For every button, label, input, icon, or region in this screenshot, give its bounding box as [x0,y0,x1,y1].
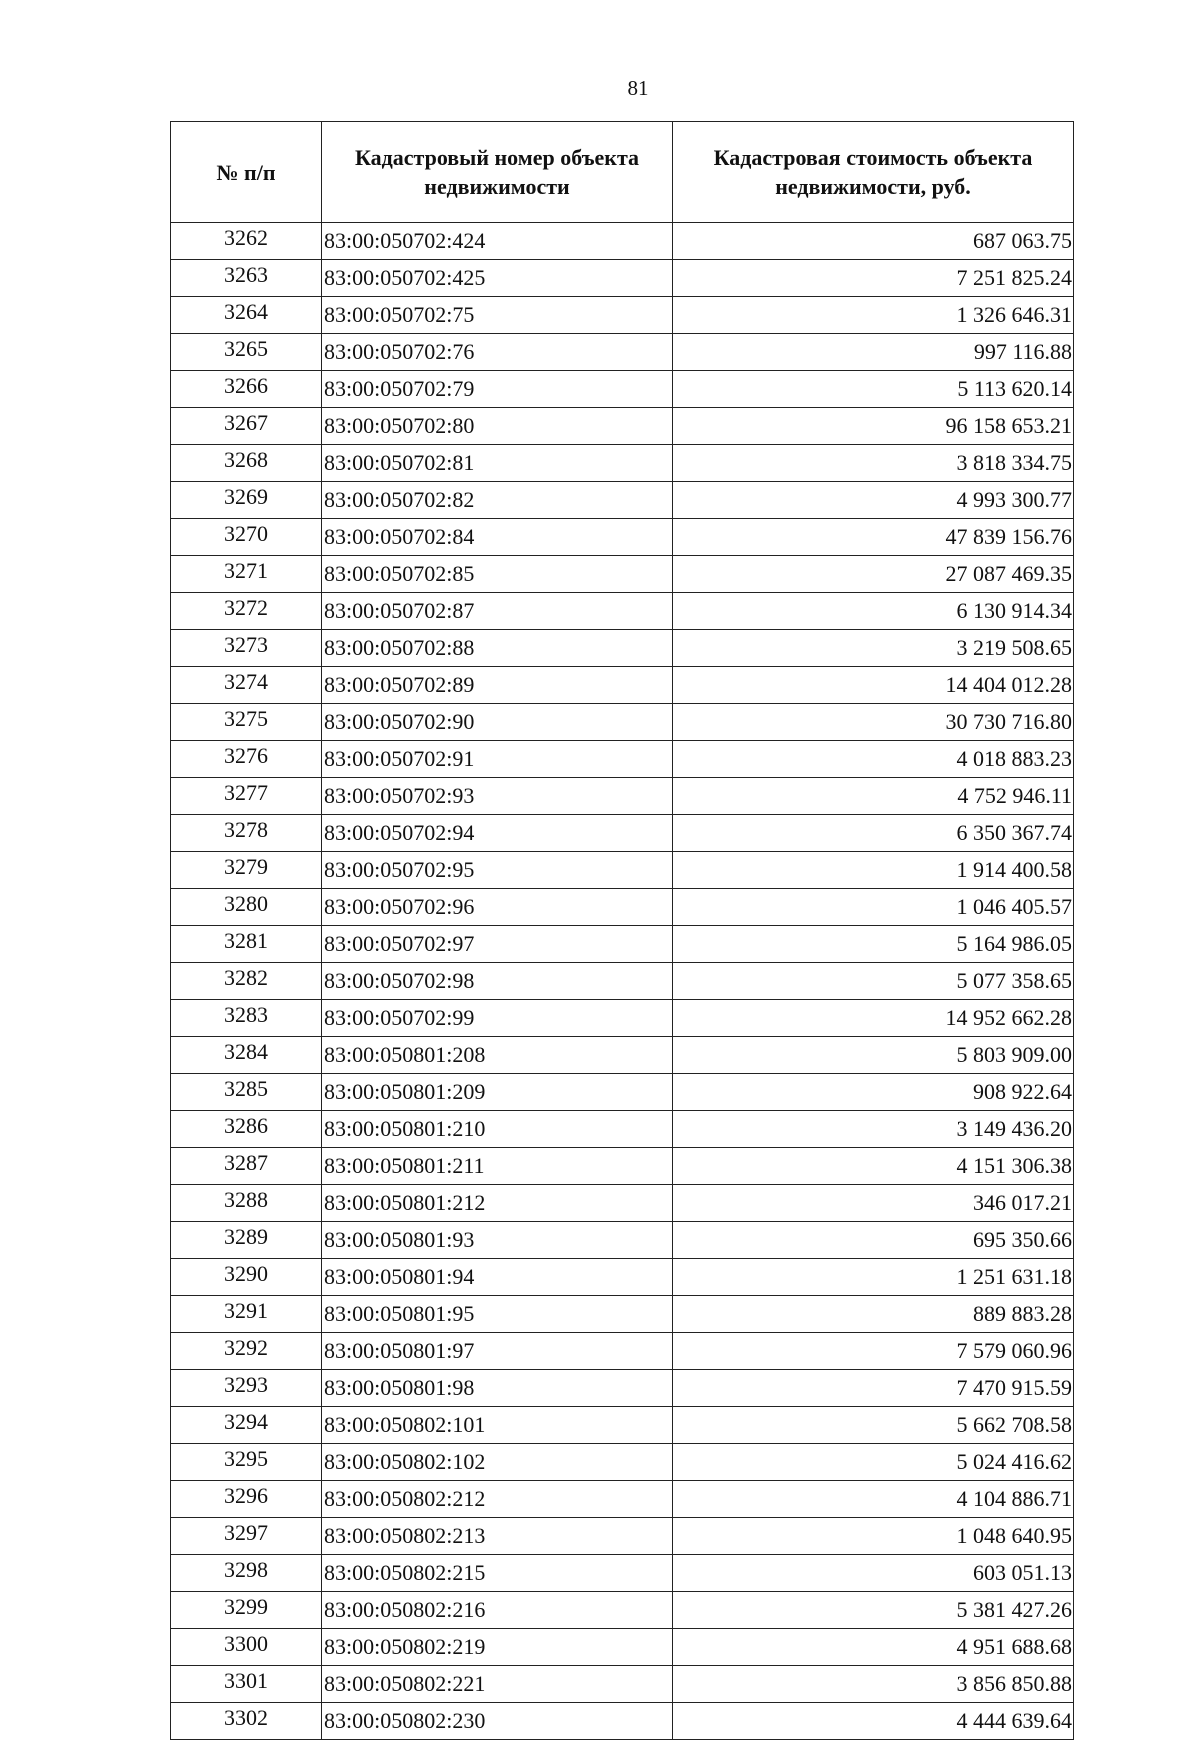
cadastral-value: 3 219 508.65 [673,630,1074,667]
cadastral-number: 83:00:050702:75 [322,297,673,334]
table-row [171,1481,1074,1518]
table-row [171,1444,1074,1481]
table-row [171,445,1074,482]
cadastral-number: 83:00:050801:94 [322,1259,673,1296]
cadastral-value: 1 326 646.31 [673,297,1074,334]
cadastral-value: 3 149 436.20 [673,1111,1074,1148]
cadastral-number: 83:00:050801:211 [322,1148,673,1185]
cadastral-number: 83:00:050801:208 [322,1037,673,1074]
cadastral-number: 83:00:050801:212 [322,1185,673,1222]
table-row [171,1333,1074,1370]
row-number: 3281 [171,926,322,963]
cadastral-value: 4 752 946.11 [673,778,1074,815]
table-row [171,778,1074,815]
row-number: 3287 [171,1148,322,1185]
cadastral-value: 346 017.21 [673,1185,1074,1222]
row-number: 3267 [171,408,322,445]
table-row [171,1592,1074,1629]
header-cadastral-number: Кадастровый номер объекта недвижимости [322,122,673,223]
row-number: 3298 [171,1555,322,1592]
table-row [171,519,1074,556]
cadastral-value: 5 381 427.26 [673,1592,1074,1629]
header-cadastral-value: Кадастровая стоимость объекта недвижимости, руб. [673,122,1074,223]
row-number: 3302 [171,1703,322,1740]
cadastral-number: 83:00:050801:209 [322,1074,673,1111]
table-row [171,1370,1074,1407]
cadastral-number: 83:00:050801:97 [322,1333,673,1370]
row-number: 3271 [171,556,322,593]
cadastral-value: 603 051.13 [673,1555,1074,1592]
cadastral-number: 83:00:050702:81 [322,445,673,482]
row-number: 3297 [171,1518,322,1555]
cadastral-number: 83:00:050702:424 [322,223,673,260]
table-row [171,1111,1074,1148]
cadastral-value: 4 104 886.71 [673,1481,1074,1518]
cadastral-value: 5 803 909.00 [673,1037,1074,1074]
header-num: № п/п [171,122,322,223]
cadastral-value: 4 151 306.38 [673,1148,1074,1185]
cadastre-table [170,121,1074,1740]
header-row [171,122,1074,223]
cadastral-number: 83:00:050802:102 [322,1444,673,1481]
cadastral-number: 83:00:050702:82 [322,482,673,519]
table-row [171,1074,1074,1111]
row-number: 3266 [171,371,322,408]
row-number: 3296 [171,1481,322,1518]
cadastral-number: 83:00:050702:98 [322,963,673,1000]
row-number: 3294 [171,1407,322,1444]
table-row [171,1703,1074,1740]
table-row [171,852,1074,889]
row-number: 3274 [171,667,322,704]
table-row [171,223,1074,260]
cadastral-number: 83:00:050702:94 [322,815,673,852]
cadastral-value: 5 113 620.14 [673,371,1074,408]
cadastral-value: 889 883.28 [673,1296,1074,1333]
table-row [171,482,1074,519]
cadastral-value: 3 818 334.75 [673,445,1074,482]
row-number: 3290 [171,1259,322,1296]
cadastral-number: 83:00:050702:99 [322,1000,673,1037]
row-number: 3278 [171,815,322,852]
cadastral-value: 4 444 639.64 [673,1703,1074,1740]
cadastral-value: 5 662 708.58 [673,1407,1074,1444]
cadastral-number: 83:00:050802:212 [322,1481,673,1518]
row-number: 3268 [171,445,322,482]
table-header [171,122,1074,223]
cadastral-number: 83:00:050702:97 [322,926,673,963]
cadastral-number: 83:00:050801:95 [322,1296,673,1333]
cadastral-value: 5 164 986.05 [673,926,1074,963]
table-row [171,1000,1074,1037]
cadastral-number: 83:00:050702:95 [322,852,673,889]
cadastral-value: 4 951 688.68 [673,1629,1074,1666]
cadastral-number: 83:00:050802:216 [322,1592,673,1629]
cadastral-value: 3 856 850.88 [673,1666,1074,1703]
table-row [171,704,1074,741]
table-row [171,297,1074,334]
row-number: 3283 [171,1000,322,1037]
table-body [171,223,1074,1740]
table-row [171,1629,1074,1666]
table-row [171,1518,1074,1555]
cadastral-number: 83:00:050702:84 [322,519,673,556]
table-row [171,667,1074,704]
row-number: 3265 [171,334,322,371]
row-number: 3293 [171,1370,322,1407]
table-row [171,1037,1074,1074]
table-row [171,926,1074,963]
row-number: 3280 [171,889,322,926]
row-number: 3263 [171,260,322,297]
cadastral-value: 1 251 631.18 [673,1259,1074,1296]
table-row [171,889,1074,926]
cadastral-value: 27 087 469.35 [673,556,1074,593]
cadastral-value: 5 024 416.62 [673,1444,1074,1481]
table-row [171,630,1074,667]
cadastral-number: 83:00:050802:215 [322,1555,673,1592]
cadastral-number: 83:00:050702:90 [322,704,673,741]
row-number: 3289 [171,1222,322,1259]
cadastral-value: 687 063.75 [673,223,1074,260]
table-row [171,371,1074,408]
row-number: 3269 [171,482,322,519]
table-row [171,556,1074,593]
cadastral-value: 14 952 662.28 [673,1000,1074,1037]
page-number: 81 [627,76,649,100]
cadastral-number: 83:00:050802:230 [322,1703,673,1740]
row-number: 3300 [171,1629,322,1666]
table-row [171,1259,1074,1296]
table-row [171,815,1074,852]
cadastral-value: 7 251 825.24 [673,260,1074,297]
table-row [171,408,1074,445]
cadastral-value: 1 048 640.95 [673,1518,1074,1555]
row-number: 3295 [171,1444,322,1481]
table-row [171,1222,1074,1259]
table-row [171,593,1074,630]
cadastral-value: 6 130 914.34 [673,593,1074,630]
row-number: 3286 [171,1111,322,1148]
cadastral-value: 1 046 405.57 [673,889,1074,926]
cadastral-number: 83:00:050702:76 [322,334,673,371]
cadastral-value: 47 839 156.76 [673,519,1074,556]
row-number: 3276 [171,741,322,778]
cadastral-number: 83:00:050702:88 [322,630,673,667]
cadastral-value: 30 730 716.80 [673,704,1074,741]
table-row [171,1555,1074,1592]
row-number: 3285 [171,1074,322,1111]
cadastral-value: 997 116.88 [673,334,1074,371]
cadastral-value: 14 404 012.28 [673,667,1074,704]
cadastral-value: 7 579 060.96 [673,1333,1074,1370]
table-row [171,1148,1074,1185]
cadastral-number: 83:00:050801:93 [322,1222,673,1259]
row-number: 3275 [171,704,322,741]
cadastral-value: 1 914 400.58 [673,852,1074,889]
row-number: 3264 [171,297,322,334]
cadastral-value: 908 922.64 [673,1074,1074,1111]
cadastral-number: 83:00:050702:79 [322,371,673,408]
table-row [171,1407,1074,1444]
table-row [171,963,1074,1000]
cadastral-number: 83:00:050801:98 [322,1370,673,1407]
row-number: 3270 [171,519,322,556]
row-number: 3291 [171,1296,322,1333]
cadastral-value: 5 077 358.65 [673,963,1074,1000]
cadastral-number: 83:00:050702:80 [322,408,673,445]
cadastral-number: 83:00:050802:101 [322,1407,673,1444]
row-number: 3279 [171,852,322,889]
cadastral-number: 83:00:050801:210 [322,1111,673,1148]
row-number: 3262 [171,223,322,260]
cadastral-value: 695 350.66 [673,1222,1074,1259]
cadastral-number: 83:00:050702:91 [322,741,673,778]
cadastral-value: 96 158 653.21 [673,408,1074,445]
cadastral-number: 83:00:050702:96 [322,889,673,926]
cadastral-number: 83:00:050702:89 [322,667,673,704]
cadastral-value: 4 993 300.77 [673,482,1074,519]
cadastral-number: 83:00:050702:85 [322,556,673,593]
row-number: 3301 [171,1666,322,1703]
row-number: 3273 [171,630,322,667]
row-number: 3284 [171,1037,322,1074]
cadastral-number: 83:00:050702:425 [322,260,673,297]
cadastral-value: 7 470 915.59 [673,1370,1074,1407]
cadastral-number: 83:00:050702:93 [322,778,673,815]
cadastral-value: 4 018 883.23 [673,741,1074,778]
table-row [171,1185,1074,1222]
cadastral-value: 6 350 367.74 [673,815,1074,852]
cadastral-number: 83:00:050702:87 [322,593,673,630]
row-number: 3277 [171,778,322,815]
cadastral-number: 83:00:050802:219 [322,1629,673,1666]
cadastral-number: 83:00:050802:213 [322,1518,673,1555]
row-number: 3272 [171,593,322,630]
row-number: 3299 [171,1592,322,1629]
table-row [171,1296,1074,1333]
table-row [171,741,1074,778]
row-number: 3282 [171,963,322,1000]
row-number: 3288 [171,1185,322,1222]
cadastral-number: 83:00:050802:221 [322,1666,673,1703]
row-number: 3292 [171,1333,322,1370]
table-row [171,260,1074,297]
table-row [171,334,1074,371]
